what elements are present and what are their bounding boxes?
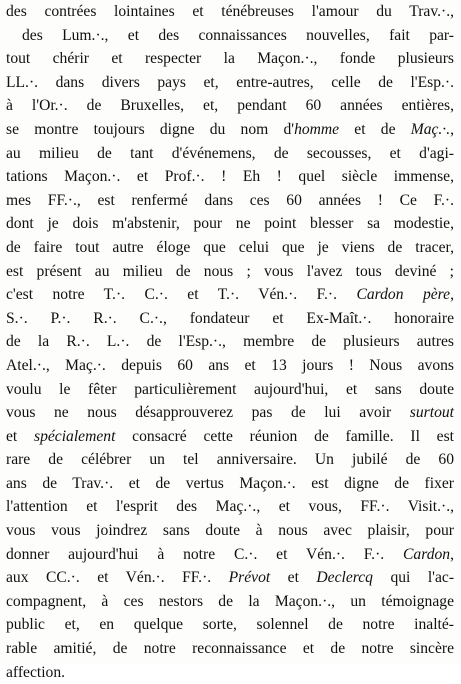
text-line <box>6 543 454 567</box>
text-run: consacré cette réunion de famille. Il est <box>115 427 454 445</box>
italic-text: homme <box>294 120 340 138</box>
text-run: au milieu de tant d'événemens, de secousses, et d'agi- <box>6 144 454 162</box>
text-line <box>6 118 454 142</box>
text-run: qui l'ac- <box>372 569 455 587</box>
italic-text: Cardon <box>403 545 451 563</box>
text-line <box>6 401 454 425</box>
italic-text: surtout <box>409 404 454 422</box>
text-line <box>6 330 454 354</box>
text-run: LL.·. dans divers pays et, entre-autres, celle de l'Esp.·. <box>6 73 454 91</box>
text-run: vous ne nous désapprouverez pas de lui avoir <box>6 404 410 422</box>
text-line <box>6 24 454 48</box>
text-run: aux CC.·. et Vén.·. FF.·. <box>6 569 229 587</box>
text-run: S.·. P.·. R.·. C.·., fondateur et Ex-Maît.·. honoraire <box>6 309 454 327</box>
text-run: et <box>270 569 317 587</box>
text-line <box>6 0 454 24</box>
text-line <box>6 425 454 449</box>
text-run: ans de Trav.·. et de vertus Maçon.·. est digne de fixer <box>6 474 454 492</box>
text-run: à l'Or.·. de Bruxelles, et, pendant 60 années entières, <box>6 97 454 115</box>
text-run: des contrées lointaines et ténébreuses l'amour du Trav.·., <box>6 3 454 20</box>
text-line <box>6 212 454 236</box>
text-run: Atel.·., Maç.·. depuis 60 ans et 13 jours ! Nous avons <box>6 356 454 374</box>
text-run: dont je dois m'abstenir, pour ne point blesser sa modestie, <box>6 215 454 233</box>
text-line <box>6 661 454 684</box>
text-run: voulu le fêter particulièrement aujourd'hui, et sans doute <box>6 380 454 398</box>
text-line <box>6 142 454 166</box>
text-run: mes FF.·., est renfermé dans ces 60 années ! Ce F.·. <box>6 191 454 209</box>
text-run: de faire tout autre éloge que celui que je viens de tracer, <box>6 238 454 256</box>
text-line <box>6 94 454 118</box>
text-run: et de <box>339 120 411 138</box>
text-run: l'attention et l'esprit des Maç.·., et vous, FF.·. Visit.·., <box>6 498 454 516</box>
text-run: est présent au milieu de nous ; vous l'avez tous deviné ; <box>6 262 454 280</box>
text-run: tout chérir et respecter la Maçon.·., fonde plusieurs <box>6 50 454 68</box>
italic-text: Prévot <box>228 569 271 587</box>
text-run: des Lum.·., et des connaissances nouvelles, fait par- <box>22 26 454 44</box>
italic-text: Maç.·. <box>410 120 451 138</box>
text-line <box>6 448 454 472</box>
text-line <box>6 71 454 95</box>
text-line <box>6 47 454 71</box>
text-line <box>6 307 454 331</box>
text-run: se montre toujours digne du nom d' <box>6 120 295 138</box>
text-run: et <box>6 427 35 445</box>
text-run: vous vous joindrez sans doute à nous avec plaisir, pour <box>6 522 454 540</box>
text-line <box>6 189 454 213</box>
text-run: rable amitié, de notre reconnaissance et de notre sincère <box>6 640 454 658</box>
text-line <box>6 236 454 260</box>
italic-text: Cardon père <box>356 286 451 304</box>
text-run: de la R.·. L.·. de l'Esp.·., membre de plusieurs autres <box>6 333 454 351</box>
text-line <box>6 378 454 402</box>
text-line <box>6 495 454 519</box>
text-run: affection. <box>6 663 66 681</box>
text-run: rare de célébrer un tel anniversaire. Un jubilé de 60 <box>6 451 454 469</box>
text-line <box>6 165 454 189</box>
text-run: compagnent, à ces nestors de la Maçon.·., un témoignage <box>6 592 454 610</box>
body-paragraph <box>6 0 454 684</box>
text-run: c'est notre T.·. C.·. et T.·. Vén.·. F.·. <box>6 286 357 304</box>
text-run: tations Maçon.·. et Prof.·. ! Eh ! quel siècle immense, <box>6 168 454 186</box>
text-line <box>6 590 454 614</box>
italic-text: Declercq <box>316 569 373 587</box>
italic-text: spécialement <box>34 427 116 445</box>
text-line <box>6 472 454 496</box>
text-line <box>6 519 454 543</box>
text-line <box>6 354 454 378</box>
text-line <box>6 283 454 307</box>
text-line <box>6 260 454 284</box>
text-run: , <box>450 286 454 304</box>
text-line <box>6 566 454 590</box>
text-run: , <box>450 545 454 563</box>
text-run: , <box>450 120 455 138</box>
text-line <box>6 637 454 661</box>
text-run: donner aujourd'hui à notre C.·. et Vén.·. F.·. <box>6 545 404 563</box>
text-run: public et, en quelque sorte, solennel de notre inalté- <box>6 616 454 634</box>
text-line <box>6 613 454 637</box>
